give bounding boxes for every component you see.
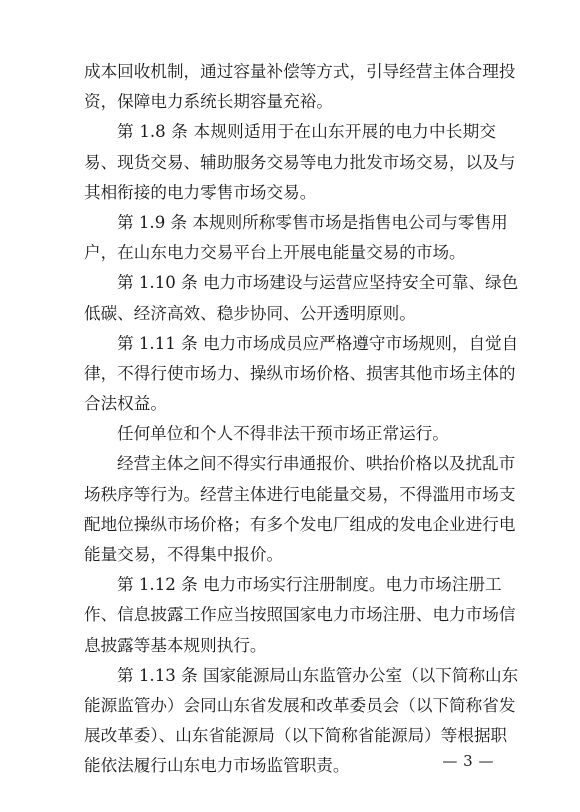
text-line: 展改革委）、山东省能源局（以下简称省能源局）等根据职 <box>84 726 508 746</box>
text-line: 资，保障电力系统长期容量充裕。 <box>84 92 333 112</box>
text-line: 配地位操纵市场价格；有多个发电厂组成的发电企业进行电 <box>84 514 516 534</box>
text-line: 作、信息披露工作应当按照国家电力市场注册、电力市场信 <box>84 605 516 625</box>
text-line: 能依法履行山东电力市场监管职责。 <box>84 756 350 776</box>
article-1-11-line: 第 1.11 条 电力市场成员应严格遵守市场规则，自觉自 <box>117 333 519 353</box>
paragraph-line: 任何单位和个人不得非法干预市场正常运行。 <box>117 424 449 444</box>
text-line: 能量交易，不得集中报价。 <box>84 545 284 564</box>
article-1-8-line: 第 1.8 条 本规则适用于在山东开展的电力中长期交 <box>117 122 496 142</box>
text-line: 成本回收机制，通过容量补偿等方式，引导经营主体合理投 <box>84 62 516 81</box>
text-line: 易、现货交易、辅助服务交易等电力批发市场交易，以及与 <box>84 152 516 172</box>
article-1-13-line: 第 1.13 条 国家能源局山东监管办公室（以下简称山东 <box>117 665 519 685</box>
article-1-12-line: 第 1.12 条 电力市场实行注册制度。电力市场注册工 <box>117 575 502 595</box>
article-1-9-line: 第 1.9 条 本规则所称零售市场是指售电公司与零售用 <box>117 212 508 232</box>
text-line: 律，不得行使市场力、操纵市场价格、损害其他市场主体的 <box>84 363 516 383</box>
text-line: 其相衔接的电力零售市场交易。 <box>84 182 317 202</box>
text-line: 能源监管办）会同山东省发展和改革委员会（以下简称省发 <box>84 695 516 715</box>
text-line: 低碳、经济高效、稳步协同、公开透明原则。 <box>84 303 416 323</box>
text-line: 场秩序等行为。经营主体进行电能量交易，不得滥用市场支 <box>84 484 516 504</box>
text-line: 合法权益。 <box>84 394 167 414</box>
paragraph-line: 经营主体之间不得实行串通报价、哄抬价格以及扰乱市 <box>117 454 516 474</box>
article-1-10-line: 第 1.10 条 电力市场建设与运营应坚持安全可靠、绿色 <box>117 273 519 293</box>
text-line: 户，在山东电力交易平台上开展电能量交易的市场。 <box>84 243 466 263</box>
page-number: — 3 — <box>442 752 494 770</box>
document-body <box>84 57 519 782</box>
text-line: 息披露等基本规则执行。 <box>84 635 267 655</box>
